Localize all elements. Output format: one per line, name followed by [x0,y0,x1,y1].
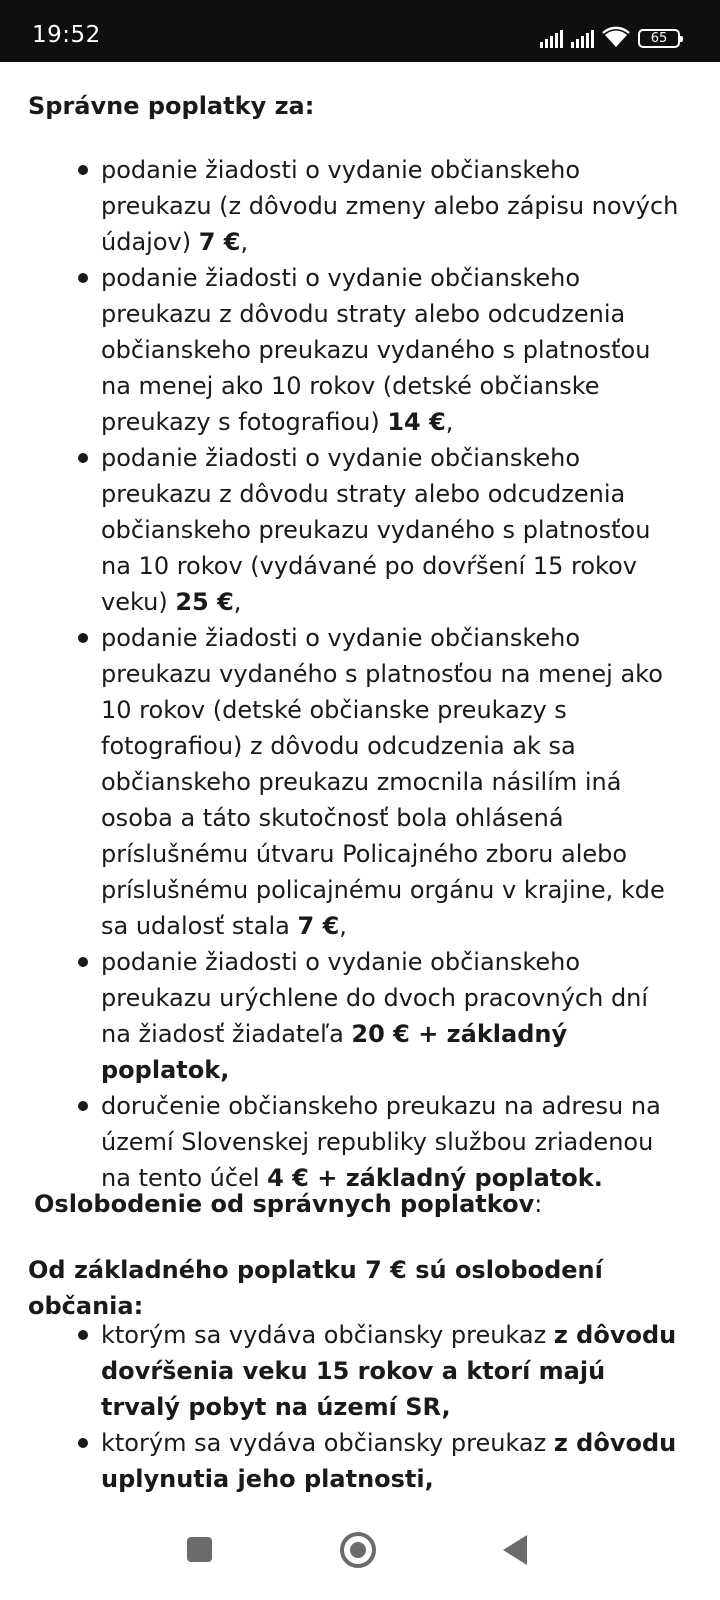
fee-amount: 4 € + základný poplatok. [267,1164,603,1192]
fee-amount: 25 € [175,588,234,616]
fee-description: podanie žiadosti o vydanie občianskeho preukazu z dôvodu straty alebo odcudzenia občianskeho preukazu vydaného s platnosťou na menej ako 10 rokov (detské občianske preukazy s fotografiou) [101,264,651,436]
fee-amount: 14 € [387,408,446,436]
fee-suffix: , [233,588,242,616]
fee-suffix: , [445,408,454,436]
exemption-heading-text: Oslobodenie od správnych poplatkov [34,1190,535,1218]
fee-description: podanie žiadosti o vydanie občianskeho preukazu vydaného s platnosťou na menej ako 10 rokov (detské občianske preukazy s fotografiou) z dôvodu odcudzenia ak sa občianskeho preukazu zmocnila násilím iná osoba a táto skutočnosť bola ohlásená príslušnému útvaru Policajného zboru alebo príslušnému policajnému orgánu v krajine, kde sa udalosť stala [101,624,665,940]
signal-icon [540,28,563,48]
exemption-condition: z dôvodu dovŕšenia veku 15 rokov a ktorí majú trvalý pobyt na území SR, [101,1321,677,1421]
exemption-text: ktorým sa vydáva občiansky preukaz [101,1321,554,1349]
fee-suffix: , [240,228,249,256]
back-triangle-icon[interactable] [503,1535,527,1565]
fee-description: podanie žiadosti o vydanie občianskeho preukazu z dôvodu straty alebo odcudzenia občianskeho preukazu vydaného s platnosťou na 10 rokov (vydávané po dovŕšení 15 rokov veku) [101,444,651,616]
status-icons [540,24,680,48]
fee-description: doručenie občianskeho preukazu na adresu na území Slovenskej republiky službou zriadenou na tento účel [101,1092,661,1192]
fee-list-item [0,620,720,944]
basic-fee-heading: Od základného poplatku 7 € sú oslobodení občania: [28,1256,603,1320]
fee-description: podanie žiadosti o vydanie občianskeho preukazu (z dôvodu zmeny alebo zápisu nových údajov) [101,156,679,256]
exemption-text: ktorým sa vydáva občiansky preukaz [101,1429,554,1457]
fee-list-item [0,440,720,620]
fee-suffix: , [339,912,347,940]
exemption-list-item [0,1425,720,1497]
exemption-list-item [0,1317,720,1425]
status-time: 19:52 [32,22,101,48]
exemption-list [0,1317,720,1497]
fee-list-item [0,152,720,260]
battery-icon: 65 [638,29,680,48]
fee-amount: 7 € [198,228,241,256]
wifi-icon [602,26,630,48]
content-area[interactable] [0,62,720,1507]
fee-amount: 7 € [297,912,340,940]
status-bar [0,0,720,62]
fee-description: podanie žiadosti o vydanie občianskeho preukazu urýchlene do dvoch pracovných dní na žiadosť žiadateľa [101,948,649,1048]
exemption-heading-colon: : [534,1190,543,1218]
fee-list-item [0,260,720,440]
fee-amount: 20 € + základný poplatok, [101,1020,568,1084]
recents-square-icon[interactable] [187,1537,212,1562]
fees-heading: Správne poplatky za: [28,92,315,120]
fee-list [0,152,720,1196]
fee-list-item [0,1088,720,1196]
exemption-condition: z dôvodu uplynutia jeho platnosti, [101,1429,677,1493]
fee-list-item [0,944,720,1088]
navigation-bar [0,1507,720,1600]
home-circle-icon[interactable] [340,1532,376,1568]
exemption-heading [34,1186,542,1222]
signal-icon [571,28,594,48]
